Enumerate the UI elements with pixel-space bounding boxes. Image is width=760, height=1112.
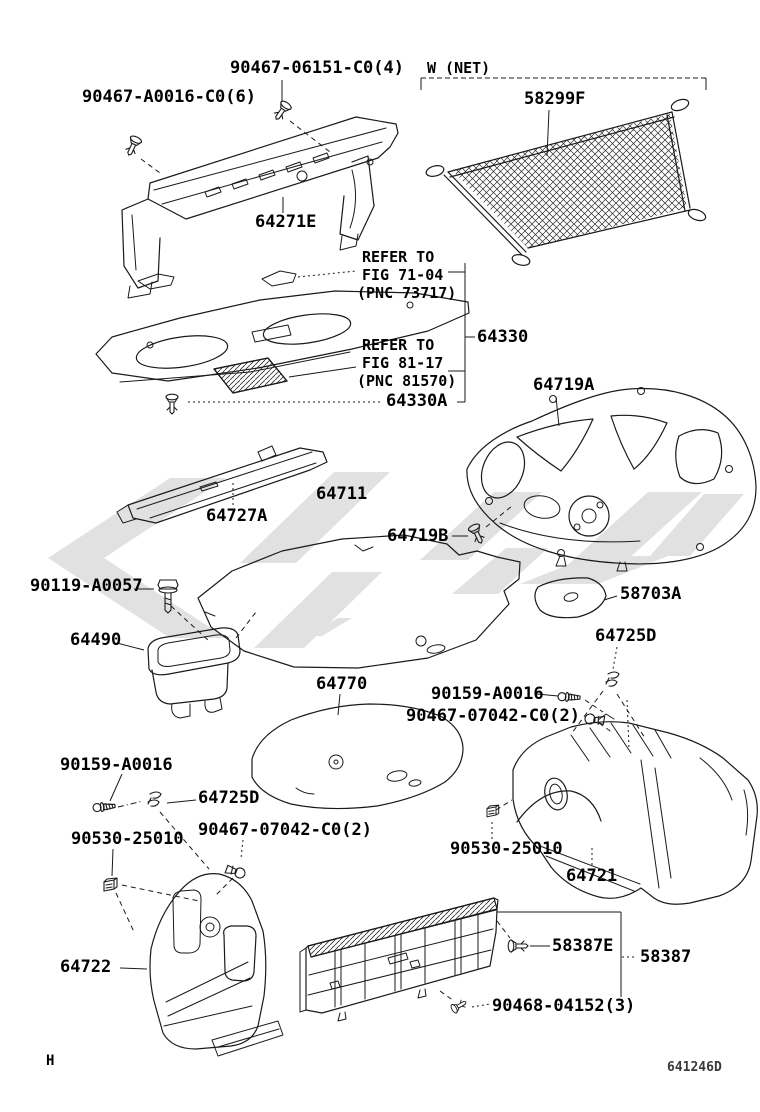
part-label-64722: 64722	[60, 957, 112, 977]
part-label-90530-left: 90530-25010	[71, 829, 184, 849]
pushpin-clip-icon	[450, 998, 469, 1014]
part-label-64330a: 64330A	[386, 391, 448, 411]
part-label-90530-right: 90530-25010	[450, 839, 563, 859]
part-label-90159-right: 90159-A0016	[431, 684, 544, 704]
round-clip-icon	[584, 713, 604, 726]
part-label-64721: 64721	[566, 866, 618, 886]
part-64271e-drawing	[122, 117, 398, 298]
part-64721-drawing	[513, 714, 757, 904]
part-label-90467-07042-right: 90467-07042-C0(2)	[406, 706, 580, 726]
refer-fig71-line2: FIG 71-04	[362, 266, 444, 284]
part-label-90159-left: 90159-A0016	[60, 755, 173, 775]
pushpin-clip-icon	[508, 940, 528, 952]
refer-fig81-line2: FIG 81-17	[362, 354, 444, 372]
part-label-64711: 64711	[316, 484, 368, 504]
part-64490-drawing	[148, 628, 240, 718]
grommet-icon	[487, 805, 499, 817]
refer-fig81-line1: REFER TO	[362, 336, 435, 354]
refer-fig71-line3: (PNC 73717)	[357, 284, 457, 302]
part-64722-drawing	[150, 874, 283, 1056]
part-58387-drawing	[300, 898, 498, 1021]
part-label-58387e: 58387E	[552, 936, 614, 956]
part-label-64271e: 64271E	[255, 212, 317, 232]
refer-fig71-line1: REFER TO	[362, 248, 435, 266]
part-label-64727a: 64727A	[206, 506, 268, 526]
grommet-icon	[104, 878, 117, 891]
part-label-58299f: 58299F	[524, 89, 586, 109]
screw-icon	[93, 801, 116, 812]
part-label-90467-07042-left: 90467-07042-C0(2)	[198, 820, 372, 840]
part-label-64490: 64490	[70, 630, 122, 650]
retainer-bracket-icon	[606, 672, 619, 686]
pushpin-clip-icon	[123, 135, 142, 158]
part-label-90467-06151: 90467-06151-C0(4)	[230, 58, 404, 78]
screw-icon	[558, 692, 580, 702]
part-label-58703a: 58703A	[620, 584, 682, 604]
part-58299f-net-drawing	[425, 97, 707, 267]
part-label-64770: 64770	[316, 674, 368, 694]
net-option-label: W (NET)	[427, 59, 491, 77]
part-label-58387: 58387	[640, 947, 692, 967]
figure-code: 641246D	[667, 1060, 722, 1075]
part-label-64330: 64330	[477, 327, 529, 347]
part-label-90467-a0016: 90467-A0016-C0(6)	[82, 87, 256, 107]
retainer-bracket-icon	[148, 792, 161, 806]
pushpin-clip-icon	[271, 100, 292, 123]
refer-fig81-line3: (PNC 81570)	[357, 372, 457, 390]
part-label-64725d-left: 64725D	[198, 788, 260, 808]
part-label-64725d-right: 64725D	[595, 626, 657, 646]
part-label-90468-04152: 90468-04152(3)	[492, 996, 636, 1016]
part-label-64719b: 64719B	[387, 526, 449, 546]
part-label-90119-a0057: 90119-A0057	[30, 576, 143, 596]
page-letter: H	[46, 1053, 55, 1069]
part-label-64719a: 64719A	[533, 375, 595, 395]
pushpin-clip-icon	[166, 394, 178, 414]
watermark-logo	[48, 472, 744, 648]
